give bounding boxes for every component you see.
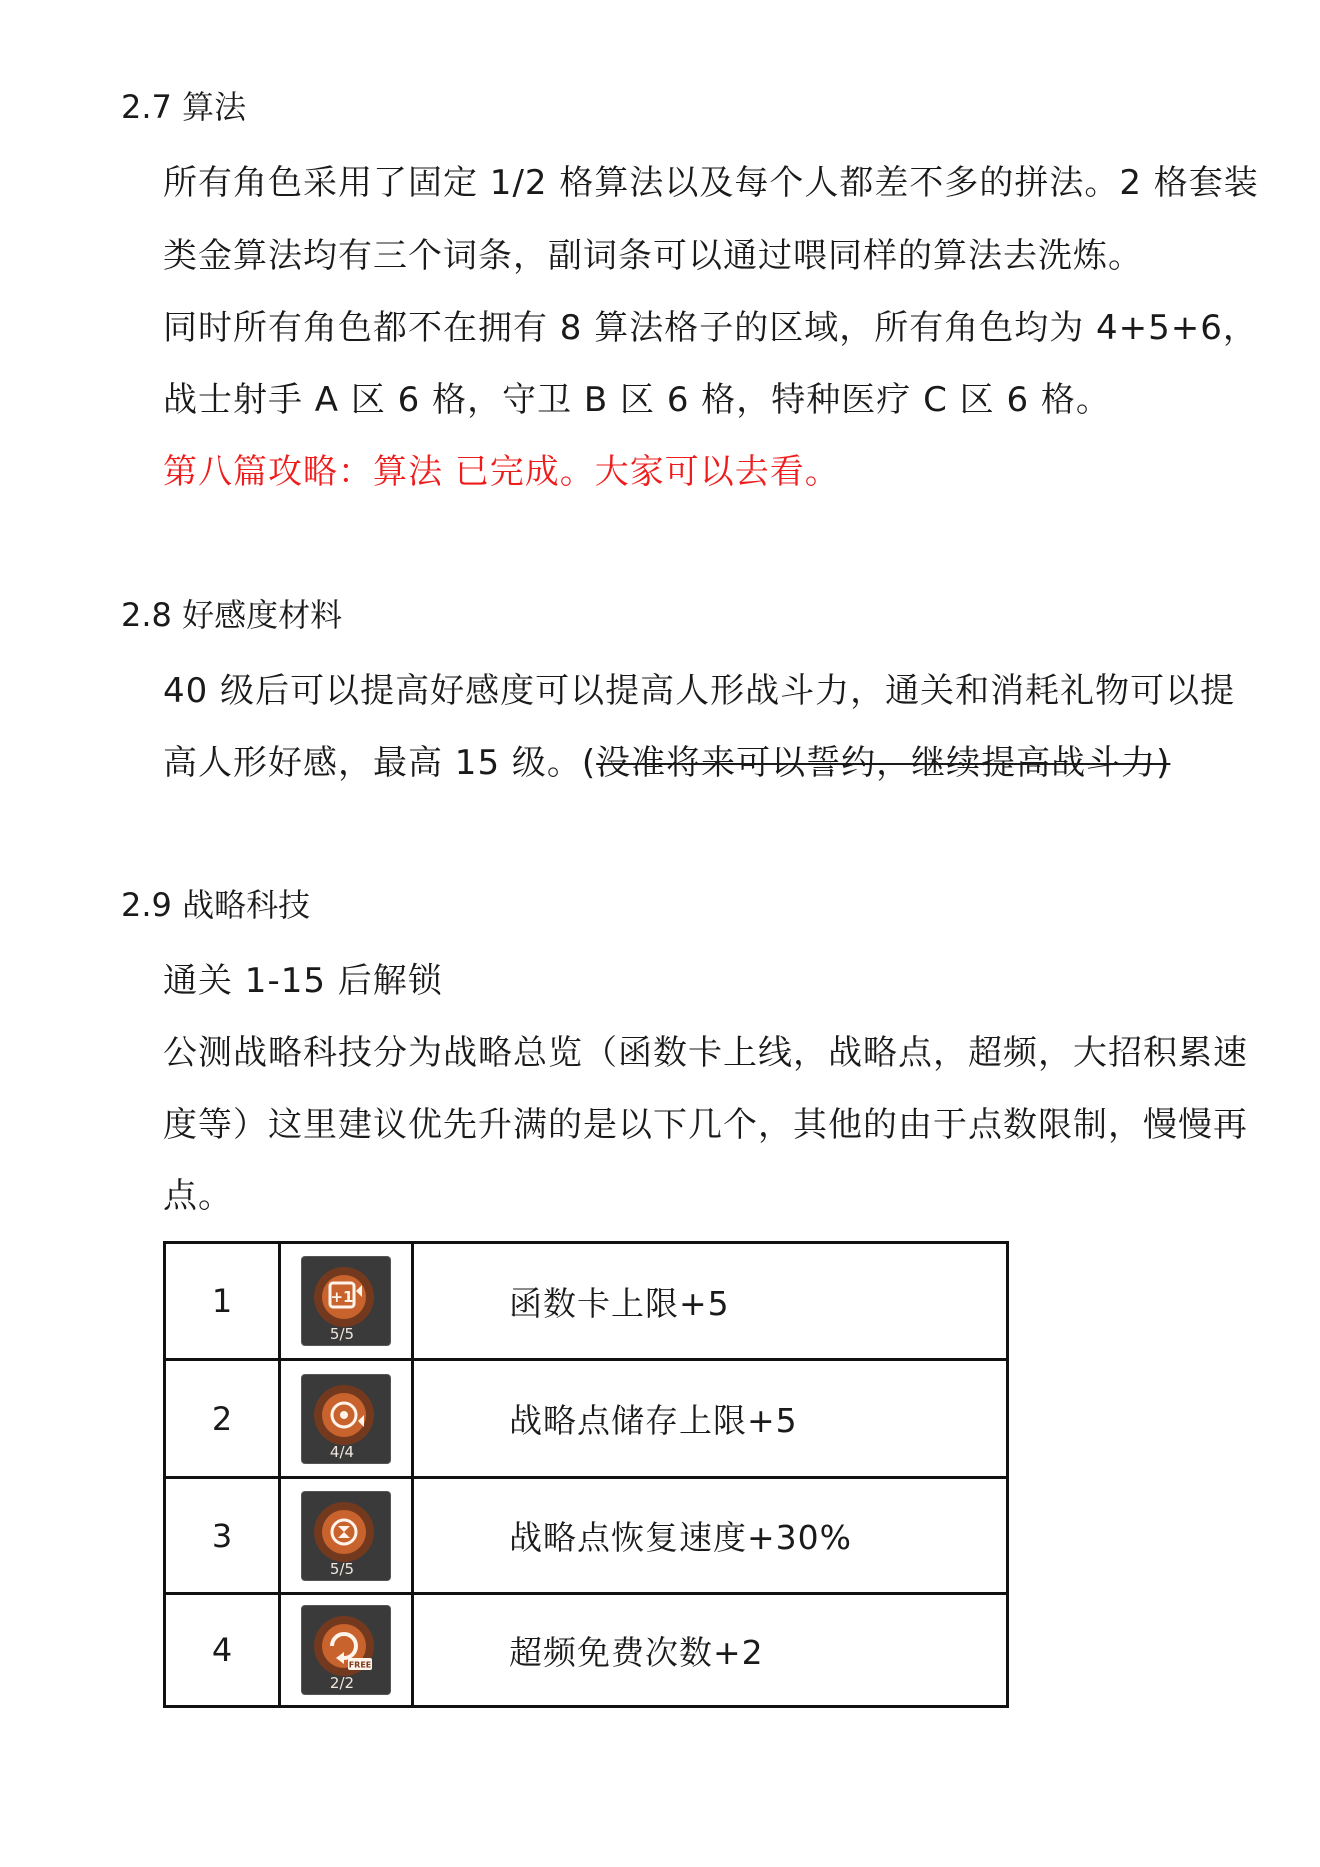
row-number: 4 xyxy=(165,1594,280,1707)
strategy-point-storage-icon xyxy=(301,1374,391,1464)
level-label: 2/2 xyxy=(329,1674,355,1692)
tech-description: 超频免费次数+2 xyxy=(413,1594,1008,1707)
struck-text: 没准将来可以誓约，继续提高战斗力) xyxy=(596,743,1171,783)
guide-note: 第八篇攻略：算法 已完成。大家可以去看。 xyxy=(163,452,840,492)
table-row xyxy=(165,1243,1008,1360)
level-label: 5/5 xyxy=(329,1559,355,1578)
paragraph-line: 度等）这里建议优先升满的是以下几个，其他的由于点数限制，慢慢再 xyxy=(163,1105,1248,1145)
paragraph-line: 通关 1-15 后解锁 xyxy=(163,961,443,1001)
plus-one-card-icon xyxy=(301,1256,391,1346)
overclock-free-icon xyxy=(301,1605,391,1695)
section-heading-2-9: 2.9 战略科技 xyxy=(121,886,311,924)
level-label: 5/5 xyxy=(329,1325,355,1343)
table-row xyxy=(165,1594,1008,1707)
strategy-tech-table xyxy=(163,1241,1009,1708)
paragraph-text: 高人形好感，最高 15 级。( xyxy=(163,743,597,783)
paragraph-line: 所有角色采用了固定 1/2 格算法以及每个人都差不多的拼法。2 格套装 xyxy=(163,163,1259,203)
paragraph-line xyxy=(163,735,1170,784)
tech-description: 战略点恢复速度+30% xyxy=(413,1478,1008,1594)
row-number: 1 xyxy=(165,1243,280,1360)
paragraph-line: 公测战略科技分为战略总览（函数卡上线，战略点，超频，大招积累速 xyxy=(163,1033,1248,1073)
section-heading-2-8: 2.8 好感度材料 xyxy=(121,596,343,634)
free-badge: FREE xyxy=(348,1660,372,1670)
table-row xyxy=(165,1478,1008,1594)
strategy-point-recovery-icon xyxy=(301,1491,391,1581)
level-label: 4/4 xyxy=(329,1442,355,1461)
paragraph-line: 同时所有角色都不在拥有 8 算法格子的区域，所有角色均为 4+5+6， xyxy=(163,308,1258,348)
tech-description: 战略点储存上限+5 xyxy=(413,1360,1008,1478)
section-heading-2-7: 2.7 算法 xyxy=(121,88,247,126)
paragraph-line: 40 级后可以提高好感度可以提高人形战斗力，通关和消耗礼物可以提 xyxy=(163,671,1236,711)
row-number: 2 xyxy=(165,1360,280,1478)
tech-description: 函数卡上限+5 xyxy=(413,1243,1008,1360)
table-row xyxy=(165,1360,1008,1478)
paragraph-line: 类金算法均有三个词条，副词条可以通过喂同样的算法去洗炼。 xyxy=(163,236,1143,276)
row-number: 3 xyxy=(165,1478,280,1594)
paragraph-line: 战士射手 A 区 6 格，守卫 B 区 6 格，特种医疗 C 区 6 格。 xyxy=(163,380,1111,420)
paragraph-line: 点。 xyxy=(163,1176,233,1216)
svg-text:+1: +1 xyxy=(330,1288,354,1306)
